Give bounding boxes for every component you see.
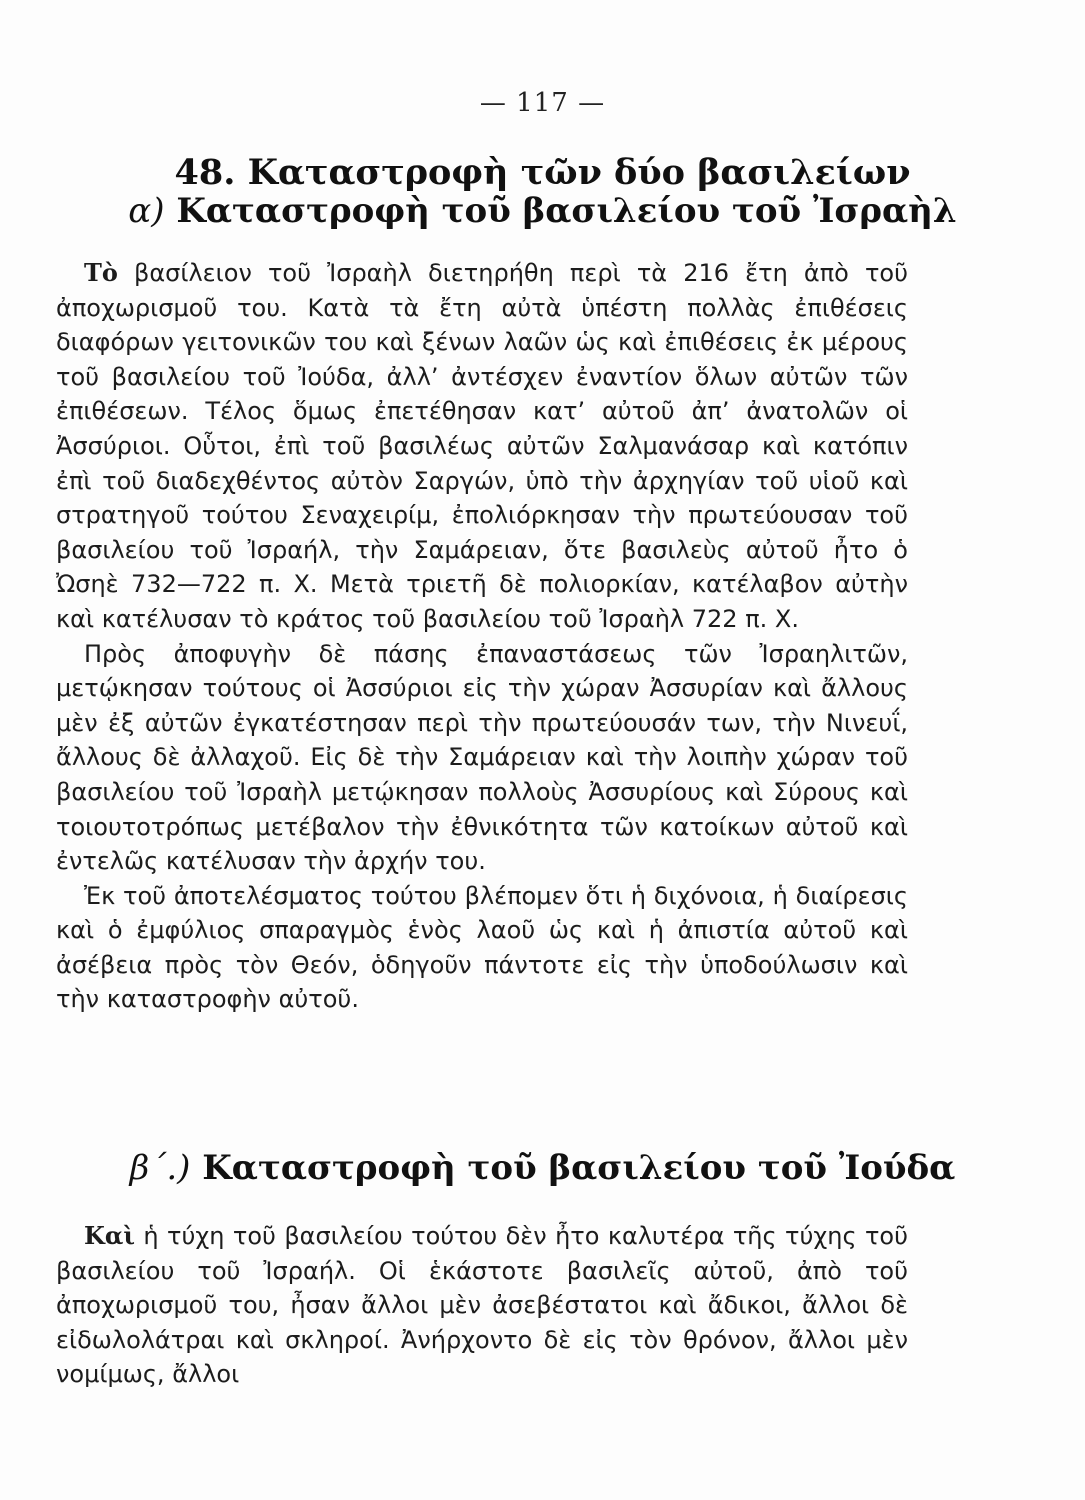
section-a-heading — [0, 191, 1085, 231]
paragraph-text: Πρὸς ἀποφυγὴν δὲ πάσης ἐπαναστάσεως τῶν Ἰσραηλιτῶν, μετῴκησαν τούτους οἱ Ἀσσύριοι εἰς τὴν χώραν Ἀσσυρίαν καὶ ἄλλους μὲν ἐξ αὐτῶν ἐγκατέστησαν περὶ τὴν πρωτεύουσάν των, τὴν Νινευΐ, ἄλλους δὲ ἀλλαχοῦ. Εἰς δὲ τὴν Σαμάρειαν καὶ τὴν λοιπὴν χώραν τοῦ βασιλείου τοῦ Ἰσραὴλ μετῴκησαν πολλοὺς Ἀσσυρίους καὶ Σύρους καὶ τοιουτοτρόπως μετέβαλον τὴν ἐθνικότητα τῶν κατοίκων αὐτοῦ καὶ ἐντελῶς κατέλυσαν τὴν ἀρχήν του. — [56, 639, 908, 876]
paragraph-text: ἡ τύχη τοῦ βασιλείου τούτου δὲν ἦτο καλυτέρα τῆς τύχης τοῦ βασιλείου τοῦ Ἰσραήλ. Οἱ ἑκάστοτε βασιλεῖς αὐτοῦ, ἀπὸ τοῦ ἀποχωρισμοῦ του, ἦσαν ἄλλοι μὲν ἀσεβέστατοι καὶ ἄδικοι, ἄλλοι δὲ εἰδωλολάτραι καὶ σκληροί. Ἀνήρχοντο δὲ εἰς τὸν θρόνον, ἄλλοι μὲν νομίμως, ἄλλοι — [56, 1222, 908, 1389]
section-b-title: Καταστροφὴ τοῦ βασιλείου τοῦ Ἰούδα — [202, 1148, 956, 1188]
page-number: — 117 — — [479, 88, 606, 118]
chapter-title: 48. Καταστροφὴ τῶν δύο βασιλείων — [174, 152, 911, 193]
section-b-label: β΄.) — [129, 1148, 191, 1188]
paragraph — [56, 637, 908, 879]
section-a-label: α) — [128, 191, 165, 231]
section-b-body — [56, 1219, 908, 1392]
paragraph-text: βασίλειον τοῦ Ἰσραὴλ διετηρήθη περὶ τὰ 216 ἔτη ἀπὸ τοῦ ἀποχωρισμοῦ του. Κατὰ τὰ ἔτη αὐτὰ ὑπέστη πολλὰς ἐπιθέσεις διαφόρων γειτονικῶν του καὶ ξένων λαῶν ὡς καὶ ἐπιθέσεις ἐκ μέρους τοῦ βασιλείου τοῦ Ἰούδα, ἀλλ’ ἀντέσχεν ἐναντίον ὅλων αὐτῶν τῶν ἐπιθέσεων. Τέλος ὅμως ἐπετέθησαν κατ’ αὐτοῦ ἀπ’ ἀνατολῶν οἱ Ἀσσύριοι. Οὗτοι, ἐπὶ τοῦ βασιλέως αὐτῶν Σαλμανάσαρ καὶ κατόπιν ἐπὶ τοῦ διαδεχθέντος αὐτὸν Σαργών, ὑπὸ τὴν ἀρχηγίαν τοῦ υἱοῦ καὶ στρατηγοῦ τούτου Σεναχειρίμ, ἐπολιόρκησαν τὴν πρωτεύουσαν τοῦ βασιλείου τοῦ Ἰσραήλ, τὴν Σαμάρειαν, ὅτε βασιλεὺς αὐτοῦ ἦτο ὁ Ὠσηὲ 732—722 π. Χ. Μετὰ τριετῆ δὲ πολιορκίαν, κατέλαβον αὐτὴν καὶ κατέλυσαν τὸ κράτος τοῦ βασιλείου τοῦ Ἰσραὴλ 722 π. Χ. — [56, 259, 908, 633]
paragraph — [56, 879, 908, 1017]
paragraph-first-word: Καὶ — [84, 1221, 135, 1250]
paragraph — [56, 256, 908, 637]
paragraph-first-word: Τὸ — [84, 258, 118, 287]
paragraph — [56, 1219, 908, 1392]
paragraph-text: Ἐκ τοῦ ἀποτελέσματος τούτου βλέπομεν ὅτι ἡ διχόνοια, ἡ διαίρεσις καὶ ὁ ἐμφύλιος σπαραγμὸς ἑνὸς λαοῦ ὡς καὶ ἡ ἀπιστία αὐτοῦ καὶ ἀσέβεια πρὸς τὸν Θεόν, ὁδηγοῦν πάντοτε εἰς τὴν ὑποδούλωσιν καὶ τὴν καταστροφὴν αὐτοῦ. — [56, 881, 908, 1014]
section-b-heading — [0, 1148, 1085, 1188]
section-a-body — [56, 256, 908, 1017]
section-a-title: Καταστροφὴ τοῦ βασιλείου τοῦ Ἰσραὴλ — [176, 191, 957, 231]
